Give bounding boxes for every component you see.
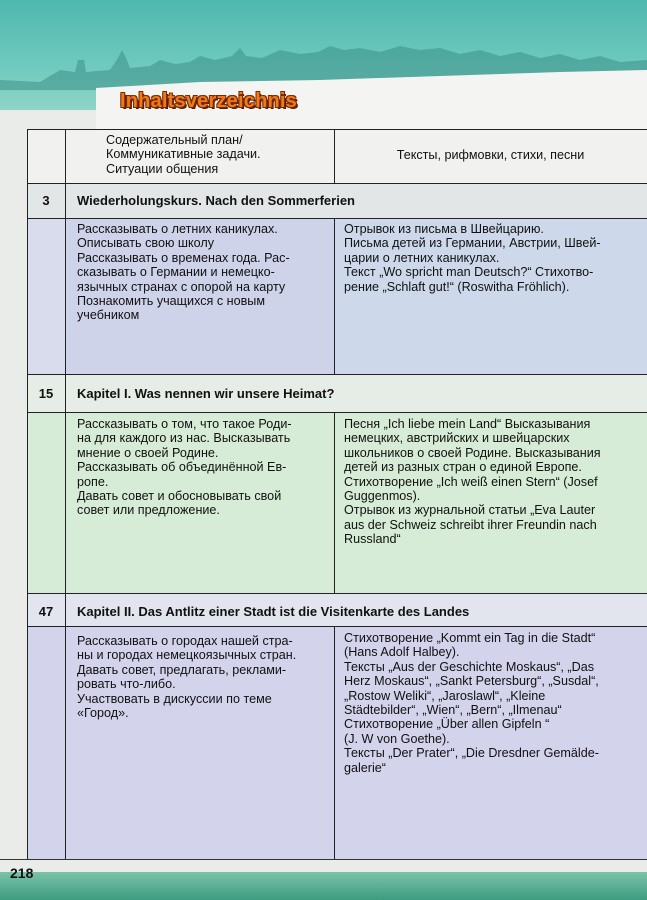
section-chapter-title: Wiederholungskurs. Nach den Sommerferien	[77, 193, 356, 208]
section-page-number: 47	[38, 604, 54, 619]
page-title: Inhaltsverzeichnis	[120, 90, 297, 112]
text-line: Отрывок из журнальной статьи „Eva Lauter	[344, 503, 596, 518]
text-line: aus der Schweiz schreibt ihrer Freundin nach	[344, 517, 597, 532]
text-line: Herz Moskaus“, „Sankt Petersburg“, „Susdal“,	[344, 674, 599, 689]
text-line: ровать что-либо.	[77, 677, 176, 692]
text-line: язычных странах с опорой на карту	[77, 279, 286, 294]
section-chapter-title: Kapitel II. Das Antlitz einer Stadt ist die Visitenkarte des Landes	[77, 604, 470, 619]
column-divider	[334, 218, 335, 374]
text-line: мнение о своей Родине.	[77, 445, 219, 460]
text-line: Тексты „Der Prater“, „Die Dresdner Gemälde-	[344, 746, 599, 761]
text-line: Рассказывать о городах нашей стра-	[77, 634, 293, 648]
text-line: ропе.	[77, 474, 109, 489]
text-line: Описывать свою школу	[77, 236, 215, 251]
row-divider	[27, 626, 647, 627]
text-line: совет или предложение.	[77, 503, 220, 518]
text-line: Отрывок из письма в Швейцарию.	[344, 222, 544, 236]
section-left-cell	[77, 222, 323, 323]
header-left-line: Ситуации общения	[106, 161, 219, 176]
text-line: школьников о своей Родине. Высказывания	[344, 445, 601, 460]
text-line: Рассказывать о летних каникулах.	[77, 222, 278, 236]
row-divider	[27, 183, 647, 184]
text-line: Давать совет и обосновывать свой	[77, 489, 282, 504]
text-line: „Rostow Weliki“, „Jaroslawl“, „Kleine	[344, 688, 546, 703]
footer-divider	[0, 859, 647, 860]
text-line: Рассказывать о том, что такое Роди-	[77, 417, 292, 431]
section-right-cell	[344, 631, 640, 775]
header-left-cell	[106, 133, 328, 176]
text-line: детей из разных стран о единой Европе.	[344, 460, 582, 475]
text-line: Рассказывать о временах года. Рас-	[77, 250, 290, 265]
text-line: ны и городах немецкоязычных стран.	[77, 648, 297, 663]
section-1-num-bg	[27, 218, 65, 374]
section-chapter-title: Kapitel I. Was nennen wir unsere Heimat?	[77, 386, 335, 401]
text-line: Песня „Ich liebe mein Land“ Высказывания	[344, 417, 591, 431]
section-left-cell	[77, 634, 323, 720]
text-line: на для каждого из нас. Высказывать	[77, 431, 291, 446]
text-line: немецких, австрийских и швейцарских	[344, 431, 570, 446]
text-line: (Hans Adolf Halbey).	[344, 645, 460, 660]
row-divider	[27, 412, 647, 413]
section-page-number: 3	[42, 193, 50, 208]
text-line: Стихотворение „Kommt ein Tag in die Stadt“	[344, 631, 596, 645]
header-left-line: Содержательный план/	[106, 133, 243, 147]
text-line: сказывать о Германии и немецко-	[77, 265, 275, 280]
row-divider	[27, 374, 647, 375]
text-line: рение „Schlaft gut!“ (Roswitha Fröhlich).	[344, 279, 570, 294]
text-line: Russland“	[344, 532, 401, 547]
footer-bar	[0, 872, 647, 900]
text-line: «Город».	[77, 706, 129, 721]
page-number: 218	[10, 865, 34, 881]
column-divider	[65, 129, 66, 859]
text-line: (J. W von Goethe).	[344, 731, 450, 746]
header-left-line: Коммуникативные задачи.	[106, 147, 261, 162]
text-line: Письма детей из Германии, Австрии, Швей-	[344, 236, 601, 251]
text-line: Текст „Wo spricht man Deutsch?“ Стихотво-	[344, 265, 594, 280]
text-line: Познакомить учащихся с новым	[77, 294, 266, 309]
text-line: Стихотворение „Über allen Gipfeln “	[344, 717, 550, 732]
text-line: Städtebilder“, „Wien“, „Bern“, „Ilmenau“	[344, 703, 562, 718]
text-line: Рассказывать об объединённой Ев-	[77, 460, 287, 475]
text-line: Стихотворение „Ich weiß einen Stern“ (Josef	[344, 474, 598, 489]
table-top-border	[27, 129, 647, 130]
section-right-cell	[344, 417, 640, 547]
header-right-cell: Тексты, рифмовки, стихи, песни	[396, 148, 585, 162]
section-left-cell	[77, 417, 323, 518]
section-right-cell	[344, 222, 640, 294]
row-divider	[27, 593, 647, 594]
text-line: Давать совет, предлагать, реклами-	[77, 662, 287, 677]
text-line: galerie“	[344, 760, 386, 775]
table-left-border	[27, 129, 28, 859]
section-page-number: 15	[38, 386, 54, 401]
text-line: учебником	[77, 308, 140, 323]
text-line: царии о летних каникулах.	[344, 250, 500, 265]
row-divider	[27, 218, 647, 219]
text-line: Guggenmos).	[344, 489, 421, 504]
text-line: Тексты „Aus der Geschichte Moskaus“, „Das	[344, 659, 595, 674]
column-divider	[334, 626, 335, 859]
column-divider	[334, 412, 335, 593]
text-line: Участвовать в дискуссии по теме	[77, 691, 272, 706]
